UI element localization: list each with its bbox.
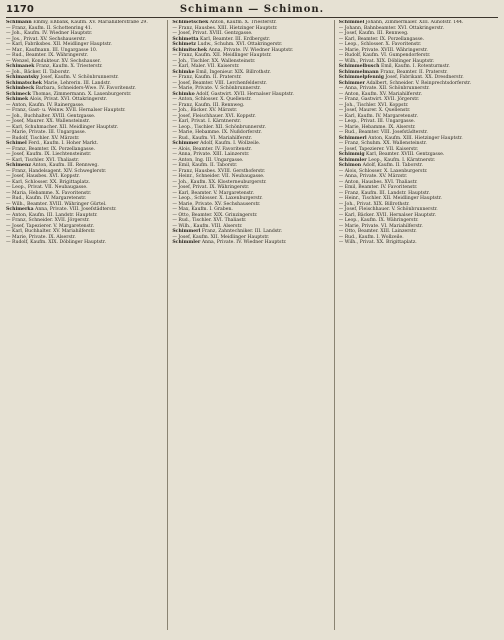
directory-entry xyxy=(6,81,165,86)
entry-text: — Anton, Kaufm. IV. Rainergasse. xyxy=(6,102,85,108)
directory-entry xyxy=(172,185,331,190)
directory-entry xyxy=(172,103,331,108)
entry-text: — Wilh., Privat. XIX. Döblinger Hauptstr. xyxy=(338,58,435,64)
entry-text: — Anton, Kaufm. III. Landstr. Hauptstr. xyxy=(6,212,98,218)
entry-text: — Franz, Beamter. IX. Porzellangasse. xyxy=(6,146,96,152)
directory-entry xyxy=(339,163,498,168)
entry-text: — Rud., Kaufm. IV. Margaretenstr. xyxy=(6,196,87,201)
directory-entry xyxy=(6,163,165,168)
directory-entry xyxy=(6,86,165,91)
directory-entry xyxy=(6,125,165,130)
entry-surname: Schimetz xyxy=(172,42,197,47)
directory-entry xyxy=(172,92,331,97)
entry-surname: Schimmelmann xyxy=(338,69,379,75)
directory-entry xyxy=(6,130,165,135)
page-number: 1170 xyxy=(6,4,34,15)
entry-text: — Wilh., Beamter. XVIII. Währinger Gürtel. xyxy=(6,201,107,207)
directory-entry xyxy=(172,108,331,113)
entry-surname: Schimmelbusch xyxy=(338,64,380,69)
directory-entry xyxy=(6,213,165,218)
entry-text: — Leop., Schlosser. X. Favoritenstr. xyxy=(338,42,422,47)
directory-entry xyxy=(172,86,331,91)
directory-entry xyxy=(6,70,165,75)
entry-text: — Josef, Maurer. X. Quellenstr. xyxy=(338,108,411,113)
directory-entry xyxy=(339,191,498,196)
directory-entry xyxy=(172,229,331,234)
entry-text: — Karl, Kaufm. IV. Margaretenstr. xyxy=(338,113,418,119)
entry-text: — Rud., Beamter. VIII. Josefstädterstr. xyxy=(338,130,428,135)
entry-text: — Josef, Beamter. VIII. Lerchenfelderstr. xyxy=(172,80,267,86)
entry-text: — Jos., Privat. XV. Sechshauserstr. xyxy=(6,36,86,42)
entry-text: — Rud., Kaufm. VI. Mariahilferstr. xyxy=(172,135,252,141)
entry-text: — Franz, Gast- u. Weinw. XVII. Hernalser Hauptstr. xyxy=(6,108,126,113)
entry-text: — Karl, Buchhalter. XV. Mariahilferstr. xyxy=(6,229,96,234)
directory-entry xyxy=(172,119,331,124)
entry-text: — Marie, Private. IX. Alserstr. xyxy=(6,234,76,240)
directory-entry xyxy=(6,147,165,152)
directory-entry xyxy=(6,240,165,245)
directory-entry xyxy=(339,180,498,185)
directory-entry xyxy=(6,202,165,207)
entry-text: — Max, Kaufm. I. Graben. xyxy=(172,207,233,212)
directory-entry xyxy=(339,97,498,102)
entry-surname: Schimmerl xyxy=(338,135,367,141)
entry-text: Barbara, Schneiders-Wwe. IV. Favoritenstr. xyxy=(35,86,136,91)
entry-text: Emil, Ingenieur. XIX. Billrothstr. xyxy=(195,69,271,75)
entry-text: — Marie, Private. V. Schönbrunnerstr. xyxy=(172,86,261,91)
directory-entry xyxy=(339,213,498,218)
directory-entry xyxy=(6,26,165,31)
page-header xyxy=(6,4,498,18)
directory-entry xyxy=(6,196,165,201)
entry-text: — Heinr., Schneider. VII. Neubaugasse. xyxy=(172,174,265,179)
entry-text: — Josef, Fleischhauer. XVI. Koppstr. xyxy=(172,113,256,119)
directory-entry xyxy=(172,240,331,245)
directory-entry xyxy=(339,86,498,91)
entry-surname: Schimon xyxy=(338,163,362,168)
entry-text: Adolf, Kaufm. II. Taborstr. xyxy=(362,163,423,168)
directory-entry xyxy=(6,174,165,179)
directory-entry xyxy=(172,130,331,135)
entry-surname: Schimatschek xyxy=(6,80,42,86)
entry-text: — Karl, Beamter. IX. Porzellangasse. xyxy=(338,36,425,42)
entry-text: — Leop., Schlosser. X. Laxenburgerstr. xyxy=(172,196,263,201)
entry-surname: Schimke xyxy=(172,69,195,75)
entry-text: Josef, Fabrikant. XX. Dresdnerstr. xyxy=(385,75,464,80)
entry-text: — Josef, Kaufm. IX. Liechtensteinstr. xyxy=(6,152,92,157)
directory-entry xyxy=(172,136,331,141)
directory-entry xyxy=(6,158,165,163)
directory-entry xyxy=(339,70,498,75)
directory-entry xyxy=(6,152,165,157)
entry-text: Anton, Kaufm. III. Rennweg. xyxy=(32,163,99,168)
directory-entry xyxy=(339,75,498,80)
entry-text: — Mar., Kaufmann. III. Ungargasse 10. xyxy=(6,47,98,53)
directory-entry xyxy=(339,152,498,157)
directory-entry xyxy=(6,64,165,69)
entry-text: Adalbert, Schneider. V. Reinprechtsdorferstr. xyxy=(366,80,472,86)
entry-text: — Marie, Private. XV. Sechshauserstr. xyxy=(172,201,261,207)
entry-surname: Schimantsky xyxy=(6,75,39,80)
header-rule xyxy=(6,17,498,18)
directory-entry xyxy=(339,64,498,69)
directory-entry xyxy=(6,207,165,212)
directory-entry xyxy=(172,37,331,42)
entry-text: — Franz, Handelsagent. XIV. Schweglerstr. xyxy=(6,168,107,174)
directory-entry xyxy=(172,48,331,53)
directory-entry xyxy=(339,235,498,240)
directory-entry xyxy=(172,81,331,86)
entry-text: — Franz, Kaufm. II. Schottenring 41. xyxy=(6,25,93,31)
directory-entry xyxy=(172,174,331,179)
column-1 xyxy=(6,20,168,630)
entry-text: — Wenzel, Kondukteur. XV. Sechshauser. xyxy=(6,58,101,64)
directory-entry xyxy=(339,26,498,31)
entry-text: — Josef, Privat. IX. Währingerstr. xyxy=(172,185,250,190)
directory-entry xyxy=(339,141,498,146)
directory-entry xyxy=(339,48,498,53)
entry-text: — Karl, Privat. I. Kärntnerstr. xyxy=(172,119,242,124)
directory-entry xyxy=(172,64,331,69)
entry-text: — Karl, Bäcker. XVII. Hernalser Hauptstr. xyxy=(338,212,437,218)
directory-entry xyxy=(172,207,331,212)
entry-text: Adolf, Kaufm. I. Wollzeile. xyxy=(200,141,261,146)
entry-text: Karl, Beamter. III. Erdbergstr. xyxy=(200,36,271,42)
entry-text: — Franz, Gastwirt. XVII. Jörgerstr. xyxy=(338,97,420,102)
entry-text: Karl, Beamter. XVIII. Gentzgasse. xyxy=(366,152,445,157)
entry-text: — Rud., Tischler. XVI. Thaliastr. xyxy=(172,218,247,223)
entry-text: — Franz, Kaufm. III. Landstr. Hauptstr. xyxy=(338,190,430,196)
directory-entry xyxy=(6,229,165,234)
directory-entry xyxy=(172,42,331,47)
entry-text: — Karl, Schlosser. XX. Brigittaplatz. xyxy=(6,179,90,185)
directory-entry xyxy=(6,103,165,108)
entry-text: — Karl, Maler. VII. Kaiserstr. xyxy=(172,64,240,69)
entry-surname: Schimenz xyxy=(6,163,31,168)
entry-text: — Marie, Private. III. Ungargasse. xyxy=(6,130,87,135)
directory-entry xyxy=(172,114,331,119)
directory-entry xyxy=(339,147,498,152)
directory-entry xyxy=(172,125,331,130)
entry-text: — Joh., Kaufm. XX. Klosterneuburgerstr. xyxy=(172,179,267,185)
directory-entry xyxy=(339,207,498,212)
directory-entry xyxy=(339,37,498,42)
directory-entry xyxy=(6,185,165,190)
directory-entry xyxy=(172,202,331,207)
entry-text: — Josef, Privat. XVIII. Gentzgasse. xyxy=(172,31,253,36)
entry-text: — Alois, Schlosser. X. Laxenburgerstr. xyxy=(338,168,428,174)
directory-entry xyxy=(172,158,331,163)
directory-entry xyxy=(6,169,165,174)
entry-text: — Leop., Tischler. XII. Schönbrunnerstr. xyxy=(172,124,266,130)
entry-surname: Schimetschek xyxy=(172,20,209,25)
directory-entry xyxy=(339,158,498,163)
directory-entry xyxy=(339,185,498,190)
directory-entry xyxy=(339,92,498,97)
directory-entry xyxy=(172,218,331,223)
directory-entry xyxy=(339,224,498,229)
entry-surname: Schimeck xyxy=(6,91,31,97)
entry-text: — Anton, Kaufm. XV. Mariahilferstr. xyxy=(338,91,422,97)
directory-entry xyxy=(6,224,165,229)
column-2 xyxy=(172,20,334,630)
directory-entry xyxy=(339,202,498,207)
entry-surname: Schimko xyxy=(172,91,195,97)
entry-text: — Rudolf, Tischler. XV. Märzstr. xyxy=(6,135,80,141)
entry-text: — Leop., Privat. VII. Neubaugasse. xyxy=(6,185,88,190)
directory-entry xyxy=(339,59,498,64)
entry-text: — Franz, Schneider. XVII. Jörgerstr. xyxy=(6,218,90,223)
entry-surname: Schimetta xyxy=(172,36,199,42)
directory-entry xyxy=(172,147,331,152)
entry-text: Alois, Privat. XVI. Ottakringerstr. xyxy=(29,97,107,102)
entry-text: — Joh., Tischler. XX. Wallensteinstr. xyxy=(172,58,256,64)
entry-surname: Schimann xyxy=(6,20,32,25)
directory-entry xyxy=(6,42,165,47)
entry-text: — Wilh., Kaufm. VIII. Alserstr. xyxy=(172,223,243,229)
entry-surname: Schimmler xyxy=(172,240,201,245)
entry-surname: Schimmer xyxy=(338,80,365,86)
entry-text: Ludw., Schuhm. XVI. Ottakringerstr. xyxy=(197,42,283,47)
entry-text: — Josef, Tapezierer. V. Margaretenstr. xyxy=(6,223,94,229)
entry-surname: Schimmig xyxy=(338,152,365,157)
directory-entry xyxy=(339,20,498,25)
directory-entry xyxy=(339,53,498,58)
entry-text: — Joh., Kaufm. IV. Wiedner Hauptstr. xyxy=(6,31,93,36)
directory-entry xyxy=(172,224,331,229)
directory-entry xyxy=(172,20,331,25)
entry-text: — Franz, Kaufm. III. Rennweg. xyxy=(172,102,245,108)
entry-text: Anton, Kaufm. X. Triesterstr. xyxy=(209,20,277,25)
entry-text: — Josef, Tapezierer. VII. Kaiserstr. xyxy=(338,146,419,152)
entry-text: — Marie, Hebamme. IX. Nußdorferstr. xyxy=(172,130,262,135)
entry-text: — Karl, Fabriksbes. XII. Meidlinger Hauptstr. xyxy=(6,42,112,47)
entry-text: — Johann, Bahnbeamter. XVI. Ottakringerstr. xyxy=(338,25,444,31)
entry-text: — Anna, Private. XII. Schönbrunnerstr. xyxy=(338,86,430,91)
directory-entry xyxy=(6,97,165,102)
entry-text: — Marie, Hebamme. IX. Alserstr. xyxy=(338,124,416,130)
entry-text: — Emil, Kaufm. II. Taborstr. xyxy=(172,163,238,168)
entry-text: — Anton, Schlosser. X. Quellenstr. xyxy=(172,97,252,102)
directory-entry xyxy=(172,235,331,240)
directory-entry xyxy=(339,108,498,113)
entry-text: — Josef, Fleischhauer. V. Schönbrunnerstr. xyxy=(338,207,438,212)
directory-entry xyxy=(172,70,331,75)
entry-text: — Heinr., Tischler. XII. Meidlinger Hauptstr. xyxy=(338,196,442,201)
entry-text: — Rudolf, Kaufm. XIX. Döblinger Hauptstr. xyxy=(6,240,106,245)
directory-entry xyxy=(172,26,331,31)
directory-entry xyxy=(6,235,165,240)
directory-entry xyxy=(172,196,331,201)
entry-text: Marie, Lehrerin. III. Landstr. xyxy=(43,80,111,86)
running-head: Schimann — Schimon. xyxy=(179,4,325,15)
entry-surname: Schimmerl xyxy=(172,229,201,234)
entry-text: — Maria, Hebamme. X. Favoritenstr. xyxy=(6,190,92,196)
directory-entry xyxy=(339,125,498,130)
directory-entry xyxy=(339,42,498,47)
entry-surname: Schimek xyxy=(6,97,29,102)
directory-entry xyxy=(339,229,498,234)
entry-surname: Schimitschek xyxy=(172,47,208,53)
entry-text: — Rud., Beamter. IX. Währingerstr. xyxy=(6,53,89,58)
directory-entry xyxy=(172,213,331,218)
entry-surname: Schimmler xyxy=(338,157,367,163)
directory-entry xyxy=(6,59,165,64)
entry-surname: Schimanek xyxy=(6,64,35,69)
entry-text: Emil, Kaufm. I. Rotenturmstr. xyxy=(381,64,450,69)
directory-entry xyxy=(172,31,331,36)
entry-text: Anna, Private. VIII. Josefstädterstr. xyxy=(35,207,117,212)
directory-entry xyxy=(6,48,165,53)
entry-text: — Leop., Privat. III. Ungargasse. xyxy=(338,119,416,124)
directory-entry xyxy=(172,97,331,102)
entry-text: — Franz, Kaufm. XII. Meidlinger Hauptstr. xyxy=(172,53,272,58)
columns xyxy=(6,20,500,630)
directory-entry xyxy=(339,130,498,135)
directory-entry xyxy=(6,114,165,119)
directory-entry xyxy=(339,103,498,108)
entry-text: — Joh., Bäcker. XV. Märzstr. xyxy=(172,108,238,113)
entry-surname: Schimmel xyxy=(338,20,365,25)
entry-text: Anna, Private. IV. Wiedner Hauptstr. xyxy=(201,240,287,245)
directory-entry xyxy=(6,141,165,146)
directory-entry xyxy=(339,174,498,179)
directory-entry xyxy=(6,218,165,223)
entry-surname: Schimerka xyxy=(6,207,34,212)
entry-surname: Schimmer xyxy=(172,141,199,146)
entry-text: — Anton, Ing. III. Ungargasse. xyxy=(172,157,244,163)
entry-text: — Alois, Beamter. IV. Favoritenstr. xyxy=(172,146,252,152)
entry-text: — Franz, Hausbes. XVIII. Gersthoferstr. xyxy=(172,168,266,174)
directory-entry xyxy=(172,163,331,168)
entry-text: Leop., Kaufm. I. Kärntnerstr. xyxy=(368,157,436,163)
directory-entry xyxy=(339,31,498,36)
entry-text: Johann, Zimmermaler. XIII. Auhofstr. 144. xyxy=(365,20,464,25)
entry-text: — Anna, Private. XV. Märzstr. xyxy=(338,174,408,179)
entry-text: Franz, Kaufm. X. Triesterstr. xyxy=(35,64,103,69)
entry-text: — Josef, Kaufm. XII. Meidlinger Hauptstr. xyxy=(172,234,270,240)
directory-entry xyxy=(339,169,498,174)
entry-text: Franz, Zahntechniker. III. Landstr. xyxy=(201,229,283,234)
entry-text: — Karl, Schuhmacher. XII. Meidlinger Hauptstr. xyxy=(6,124,119,130)
directory-entry xyxy=(172,180,331,185)
entry-text: — Emil, Beamter. IV. Favoritenstr. xyxy=(338,185,418,190)
entry-text: — Joh., Buchhalter. XVIII. Gentzgasse. xyxy=(6,113,96,119)
directory-entry xyxy=(172,141,331,146)
entry-text: Adolf, Gastwirt. XVII. Hernalser Hauptstr. xyxy=(196,91,294,97)
entry-surname: Schimmelpfennig xyxy=(338,75,384,80)
directory-entry xyxy=(6,180,165,185)
directory-entry xyxy=(6,37,165,42)
entry-text: — Rudolf, Kaufm. VI. Gumpendorferstr. xyxy=(338,53,431,58)
entry-surname: Schimel xyxy=(6,141,27,146)
directory-entry xyxy=(6,20,165,25)
entry-text: — Josef, Kaufm. III. Rennweg. xyxy=(338,31,409,36)
entry-text: — Marie, Private. VI. Mariahilferstr. xyxy=(338,223,423,229)
directory-entry xyxy=(172,75,331,80)
directory-entry xyxy=(6,31,165,36)
directory-entry xyxy=(339,196,498,201)
entry-text: Anna, Private. IV. Wiedner Hauptstr. xyxy=(208,47,294,53)
directory-entry xyxy=(339,218,498,223)
entry-text: — Joh., Tischler. XVI. Koppstr. xyxy=(338,102,409,108)
entry-text: — Anna, Private. XIII. Lainzerstr. xyxy=(172,152,250,157)
entry-text: — Joh., Bäcker. II. Taborstr. xyxy=(6,69,71,75)
entry-text: — Otto, Beamter. XIX. Grinzingerstr. xyxy=(172,212,258,218)
directory-entry xyxy=(6,53,165,58)
entry-text: — Wilh., Privat. XX. Brigittaplatz. xyxy=(338,240,417,245)
directory-entry xyxy=(172,152,331,157)
directory-entry xyxy=(339,114,498,119)
directory-entry xyxy=(339,119,498,124)
directory-entry xyxy=(6,191,165,196)
directory-entry xyxy=(6,136,165,141)
entry-text: — Franz, Kaufm. II. Praterstr. xyxy=(172,75,242,80)
entry-text: — Karl, Beamter. V. Margaretenstr. xyxy=(172,190,255,196)
entry-text: — Anton, Hausbes. XVI. Thaliastr. xyxy=(338,179,418,185)
entry-text: — Rud., Kaufm. I. Wollzeile. xyxy=(338,234,404,240)
directory-entry xyxy=(6,92,165,97)
entry-text: Franz, Beamter. II. Praterstr. xyxy=(380,69,448,75)
directory-entry xyxy=(339,136,498,141)
entry-text: Josef, Kaufm. V. Schönbrunnerstr. xyxy=(40,75,119,80)
entry-text: — Joh., Privat. XIX. Billrothstr. xyxy=(338,201,410,207)
entry-text: — Otto, Beamter. XIII. Lainzerstr. xyxy=(338,229,417,234)
entry-text: — Leop., Kaufm. IX. Währingerstr. xyxy=(338,218,419,223)
directory-entry xyxy=(339,240,498,245)
column-3 xyxy=(339,20,500,630)
directory-entry xyxy=(6,108,165,113)
directory-entry xyxy=(339,81,498,86)
entry-text: Anton, Kaufm. XIII. Hietzinger Hauptstr. xyxy=(368,135,463,141)
entry-text: Emmy, Eßbank, Kaufm. XV. Mariahilferstraße 29. xyxy=(33,20,148,25)
entry-text: — Franz, Schuhm. XX. Wallensteinstr. xyxy=(338,141,427,146)
directory-entry xyxy=(172,59,331,64)
entry-text: — Josef, Maurer. XX. Wallensteinstr. xyxy=(6,119,90,124)
directory-entry xyxy=(172,53,331,58)
entry-text: — Josef, Hausbes. XVI. Koppstr. xyxy=(6,174,80,179)
entry-text: — Franz, Hausbes. XIII. Hietzinger Hauptstr. xyxy=(172,25,278,31)
directory-entry xyxy=(6,75,165,80)
directory-entry xyxy=(172,191,331,196)
entry-text: Ferd., Kaufm. I. Hoher Markt. xyxy=(28,141,99,146)
entry-text: Thomas, Zimmermann. X. Laxenburgerstr. xyxy=(32,91,132,97)
entry-text: — Karl, Tischler. XVI. Thaliastr. xyxy=(6,157,80,163)
directory-entry xyxy=(172,169,331,174)
entry-surname: Schimbeck xyxy=(6,86,35,91)
directory-entry xyxy=(6,119,165,124)
entry-text: — Marie, Private. XVIII. Währingerstr. xyxy=(338,47,428,53)
